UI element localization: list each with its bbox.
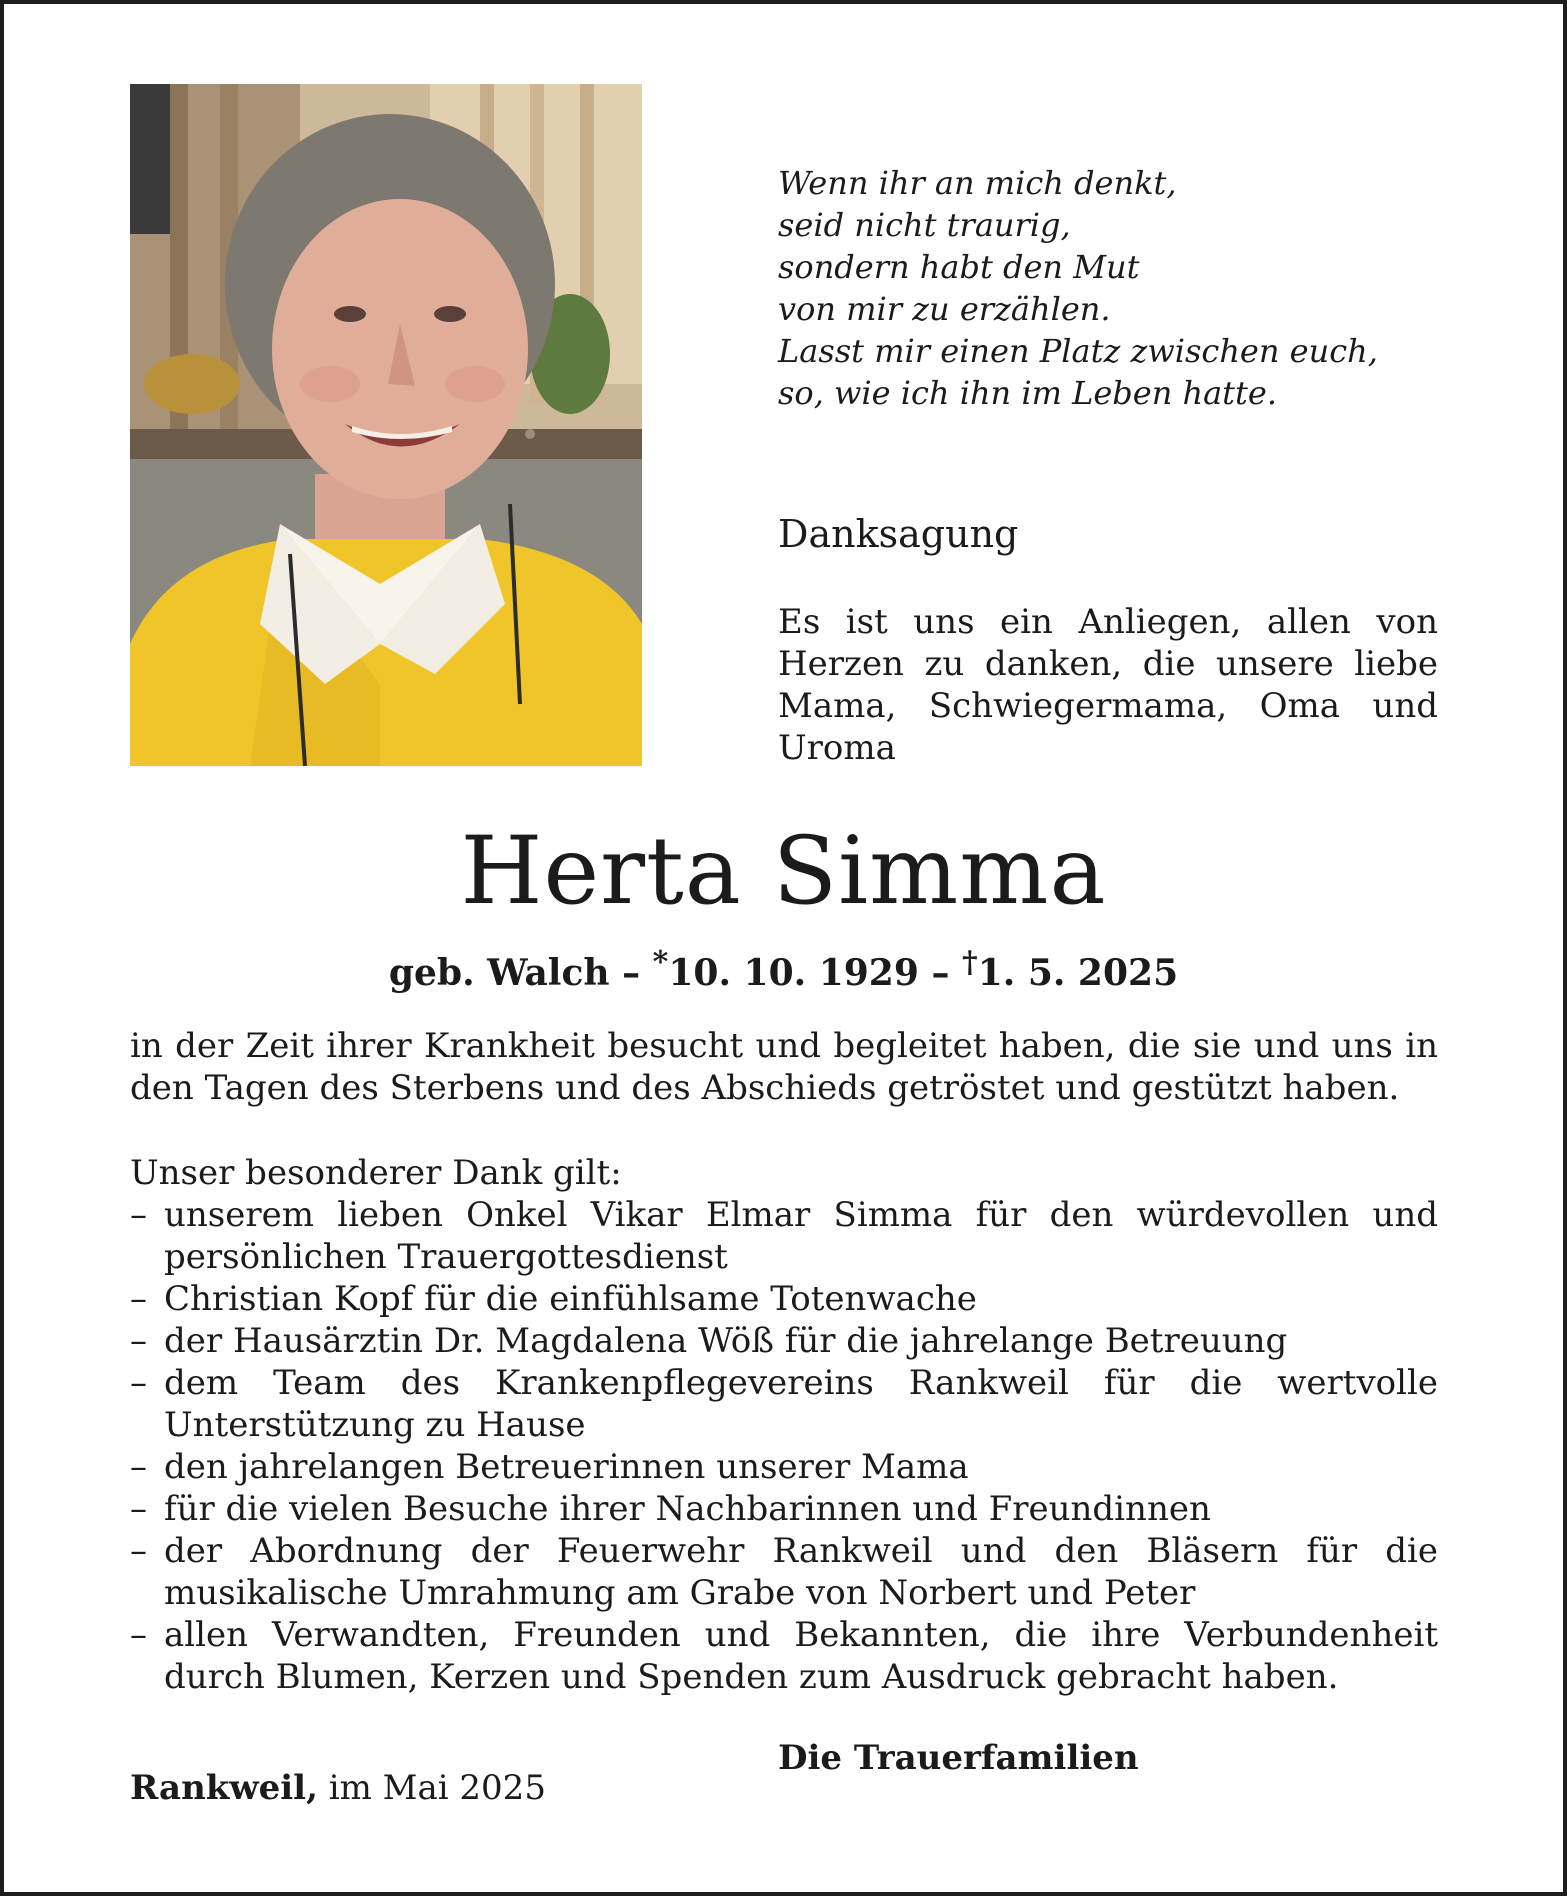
list-item	[130, 1446, 1438, 1488]
list-item-text: der Hausärztin Dr. Magdalena Wöß für die jahrelange Betreuung	[164, 1321, 1288, 1361]
poem-line: so, wie ich ihn im Leben hatte.	[778, 374, 1277, 412]
list-item	[130, 1320, 1438, 1362]
body-text: in der Zeit ihrer Krankheit besucht und begleitet haben, die sie und uns in den Tagen des Sterbens und des Abschieds getröstet und gestützt haben.	[130, 1026, 1438, 1108]
portrait-photo	[130, 84, 642, 766]
dash: –	[130, 1363, 147, 1403]
dash: –	[130, 1195, 147, 1235]
death-symbol: †	[962, 945, 978, 980]
list-item-text: Christian Kopf für die einfühlsame Totenwache	[164, 1279, 977, 1319]
poem-line: von mir zu erzählen.	[778, 290, 1111, 328]
dash: –	[130, 1615, 147, 1655]
list-item	[130, 1614, 1438, 1698]
section-heading: Danksagung	[778, 512, 1019, 556]
signature: Die Trauerfamilien	[778, 1738, 1139, 1778]
list-item	[130, 1530, 1438, 1614]
poem-line: seid nicht traurig,	[778, 206, 1071, 244]
dash: –	[130, 1279, 147, 1319]
dash: –	[130, 1531, 147, 1571]
poem-line: Wenn ihr an mich denkt,	[778, 164, 1177, 202]
body-paragraph	[130, 1025, 1438, 1109]
dash: –	[130, 1321, 147, 1361]
date: im Mai 2025	[328, 1768, 546, 1808]
birth-death-line	[0, 940, 1567, 996]
list-item-text: allen Verwandten, Freunden und Bekannten, die ihre Verbundenheit durch Blumen, Kerzen und Spenden zum Ausdruck gebracht haben.	[164, 1615, 1438, 1697]
thanks-list	[130, 1194, 1438, 1698]
born-name: geb. Walch	[388, 952, 610, 994]
poem-line: Lasst mir einen Platz zwischen euch,	[778, 332, 1378, 370]
birth-date: 10. 10. 1929	[668, 952, 919, 994]
memorial-poem	[778, 162, 1478, 414]
list-item-text: für die vielen Besuche ihrer Nachbarinnen und Freundinnen	[164, 1489, 1211, 1529]
place: Rankweil,	[130, 1768, 318, 1808]
separator: –	[931, 952, 950, 994]
poem-line: sondern habt den Mut	[778, 248, 1140, 286]
place-date	[130, 1767, 546, 1809]
thanks-heading: Unser besonderer Dank gilt:	[130, 1153, 622, 1193]
list-item	[130, 1278, 1438, 1320]
list-item	[130, 1194, 1438, 1278]
deceased-name: Herta Simma	[460, 817, 1107, 926]
list-item-text: der Abordnung der Feuerwehr Rankweil und den Bläsern für die musikalische Umrahmung am Grabe von Norbert und Peter	[164, 1531, 1438, 1613]
dash: –	[130, 1447, 147, 1487]
list-item	[130, 1488, 1438, 1530]
dash: –	[130, 1489, 147, 1529]
birth-symbol: *	[652, 945, 669, 980]
separator: –	[622, 952, 641, 994]
death-date: 1. 5. 2025	[977, 952, 1179, 994]
list-item	[130, 1362, 1438, 1446]
intro-paragraph: Es ist uns ein Anliegen, allen von Herzen zu danken, die unsere liebe Mama, Schwiegermama, Oma und Uroma	[778, 602, 1438, 768]
list-item-text: unserem lieben Onkel Vikar Elmar Simma für den würdevollen und persönlichen Trauergottesdienst	[164, 1195, 1438, 1277]
list-item-text: den jahrelangen Betreuerinnen unserer Mama	[164, 1447, 969, 1487]
list-item-text: dem Team des Krankenpflegevereins Rankweil für die wertvolle Unterstützung zu Hause	[164, 1363, 1438, 1445]
